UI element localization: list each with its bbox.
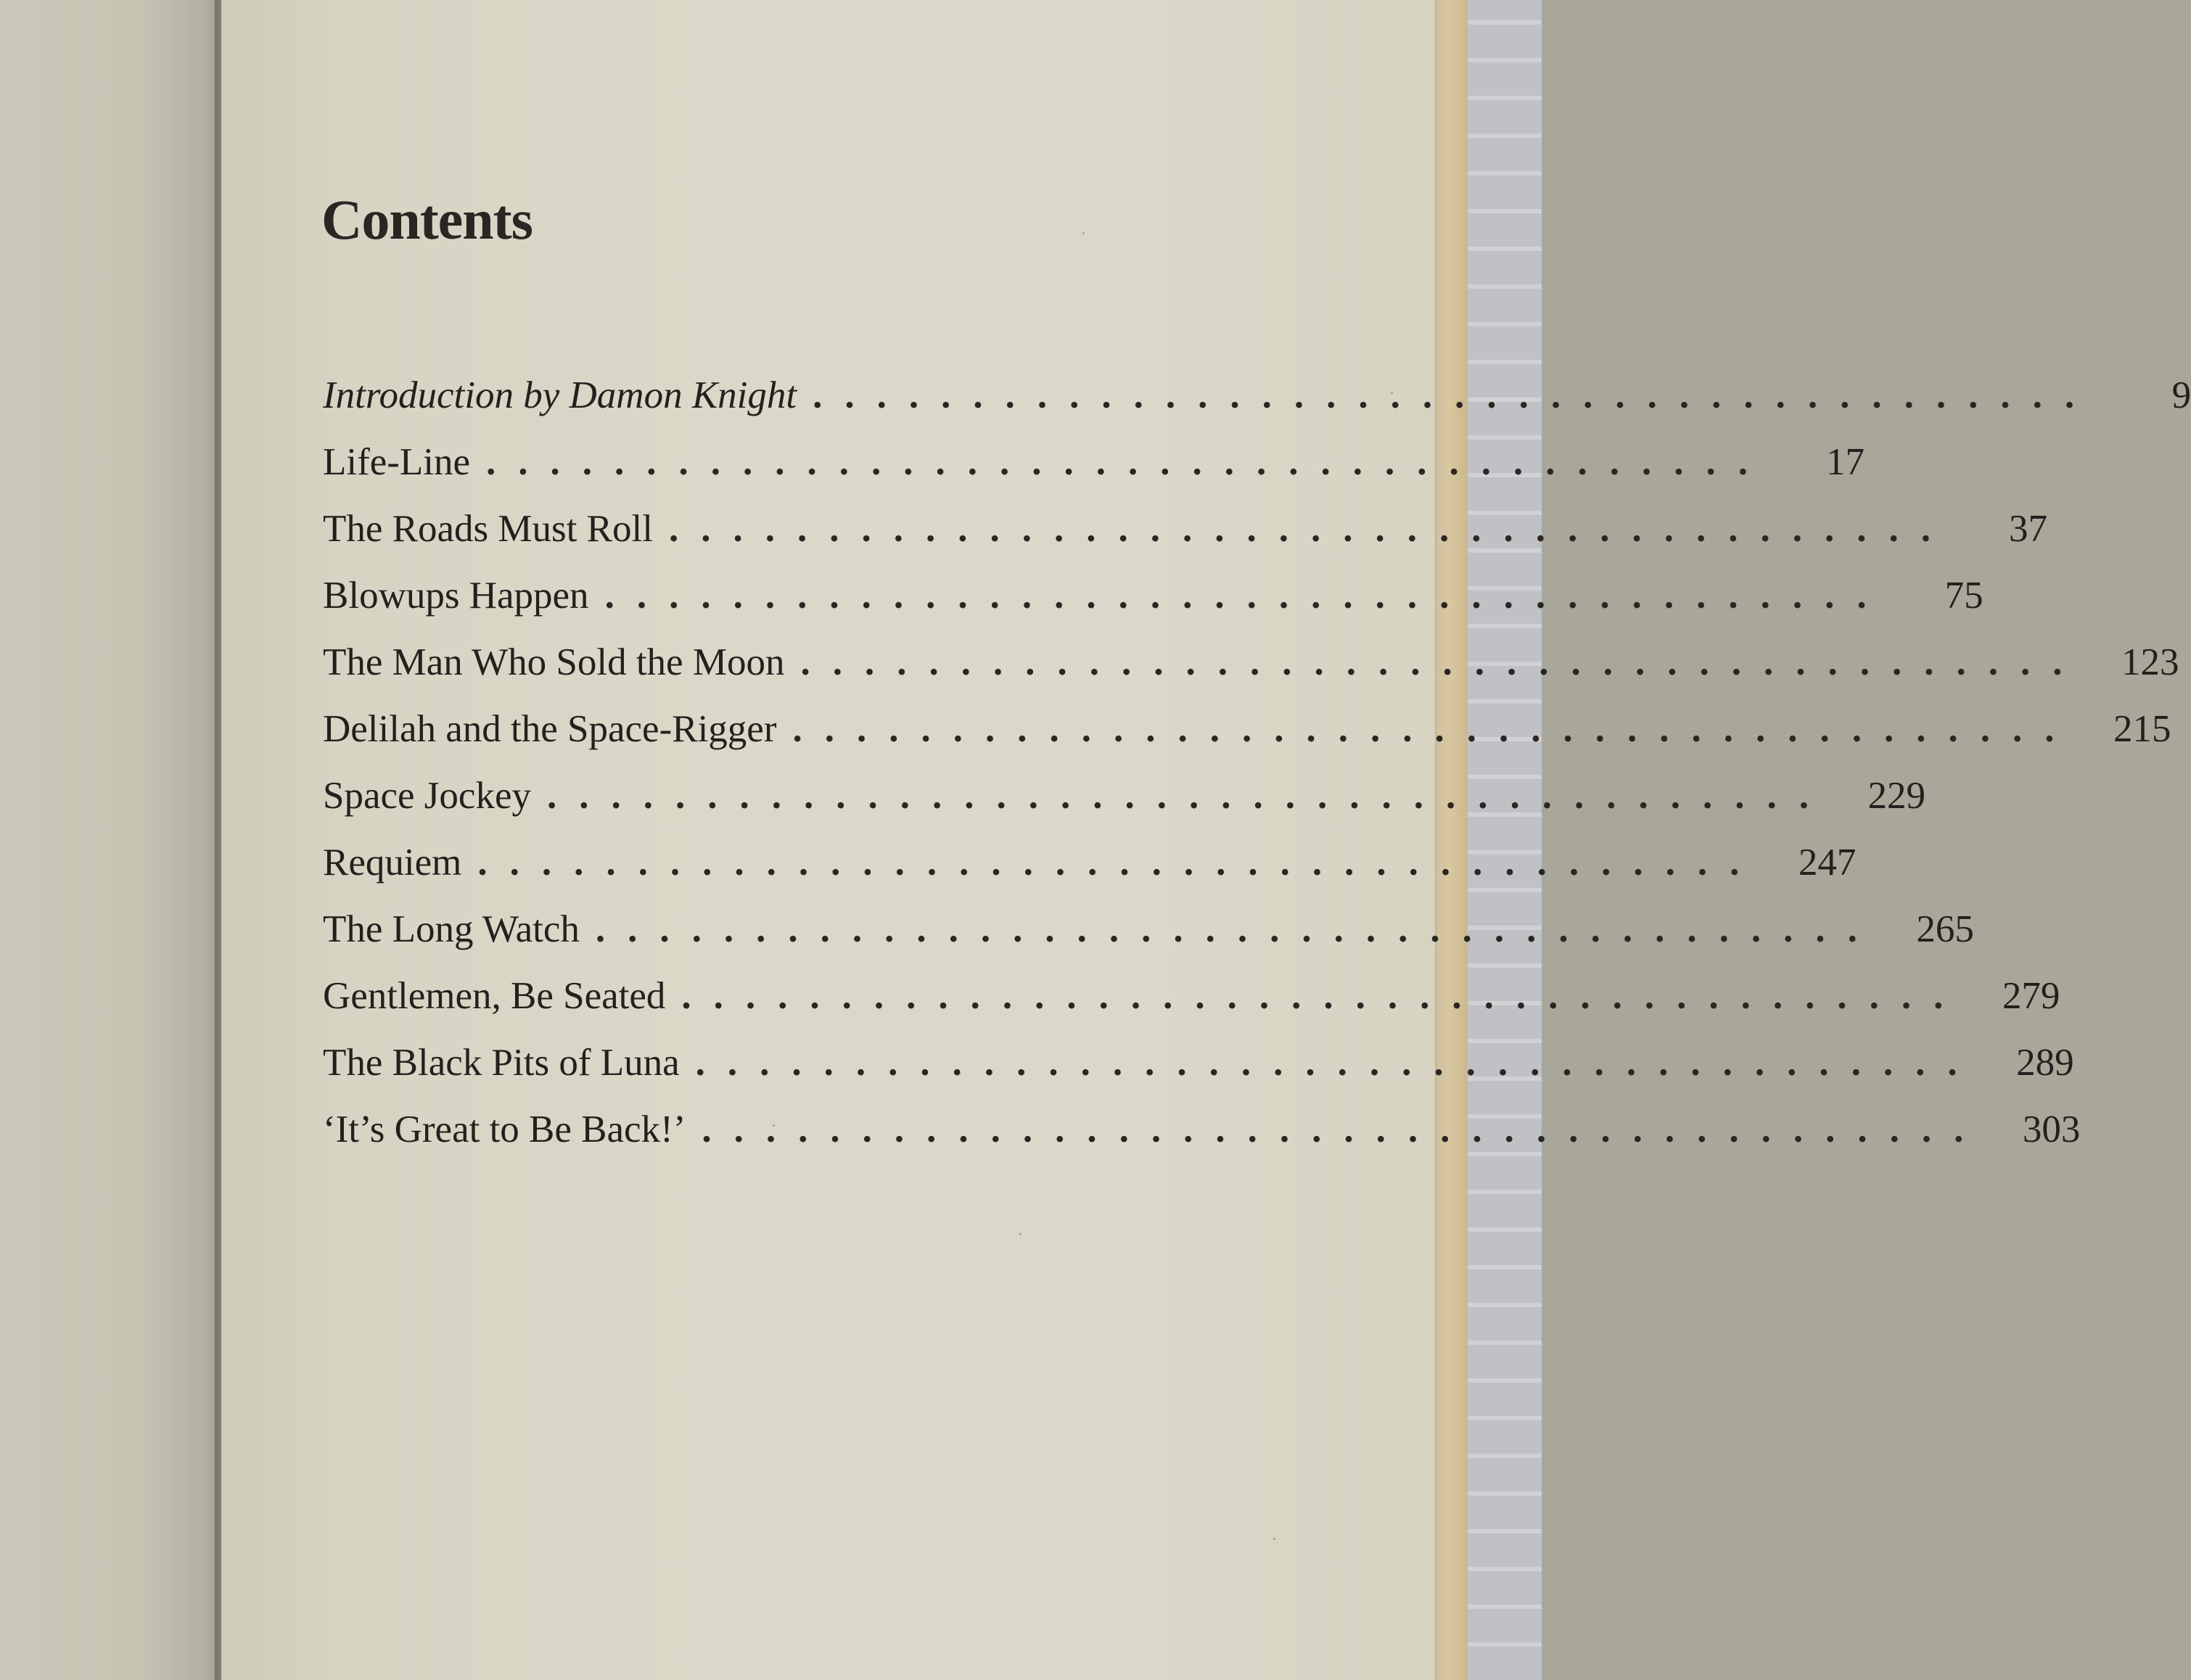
entry-page-number: 75 (1944, 575, 1984, 617)
background-surface (1468, 0, 1542, 1680)
entry-title: ‘It’s Great to Be Back!’ (323, 1108, 686, 1150)
entry-page-number: 37 (2008, 508, 2047, 550)
toc-entry (323, 841, 1857, 907)
entry-title: The Roads Must Roll (323, 508, 653, 550)
toc-entry (323, 1108, 2081, 1174)
toc-entry (323, 507, 2047, 574)
entry-title: Blowups Happen (323, 575, 589, 617)
dot-leader: ........................................ (813, 374, 2097, 416)
entry-title: The Black Pits of Luna (323, 1042, 680, 1084)
toc-entry (323, 1041, 2074, 1108)
entry-title: Life-Line (323, 441, 471, 483)
dot-leader: ........................................ (486, 441, 1771, 483)
toc-entry (323, 440, 1865, 507)
dot-leader: ........................................ (595, 908, 1880, 950)
table-of-contents (323, 374, 2191, 1174)
entry-page-number: 303 (2022, 1108, 2081, 1150)
entry-title: Introduction by Damon Knight (323, 374, 797, 416)
book-page-edges (1435, 0, 1469, 1680)
entry-title: Delilah and the Space-Rigger (323, 708, 777, 750)
entry-page-number: 9 (2171, 374, 2191, 416)
entry-title: The Long Watch (323, 908, 580, 950)
entry-page-number: 265 (1916, 908, 1974, 950)
toc-entry (323, 907, 1974, 974)
dot-leader: ........................................ (792, 708, 2077, 750)
toc-entry (323, 641, 2179, 707)
dot-leader: ........................................ (681, 975, 1966, 1017)
dot-leader: ........................................ (702, 1108, 1986, 1150)
dot-leader: ........................................ (800, 641, 2085, 683)
entry-title: The Man Who Sold the Moon (323, 641, 785, 683)
entry-page-number: 123 (2121, 641, 2179, 683)
toc-entry (323, 774, 1925, 841)
entry-page-number: 289 (2016, 1042, 2074, 1084)
dot-leader: ........................................ (477, 841, 1762, 884)
toc-entry (323, 574, 1984, 641)
dot-leader: ........................................ (668, 508, 1953, 550)
entry-page-number: 279 (2002, 975, 2060, 1017)
entry-title: Requiem (323, 841, 462, 884)
entry-page-number: 215 (2113, 708, 2171, 750)
left-page (0, 0, 225, 1680)
entry-page-number: 229 (1867, 775, 1925, 817)
paper-speck (1273, 1538, 1275, 1540)
toc-entry (323, 707, 2171, 774)
toc-entry (323, 374, 2191, 440)
entry-title: Gentlemen, Be Seated (323, 975, 666, 1017)
entry-page-number: 247 (1798, 841, 1857, 884)
paper-speck (1019, 1233, 1021, 1235)
paper-speck (1082, 232, 1085, 234)
entry-page-number: 17 (1826, 441, 1865, 483)
dot-leader: ........................................ (546, 775, 1831, 817)
dot-leader: ........................................ (604, 575, 1889, 617)
entry-title: Space Jockey (323, 775, 531, 817)
dot-leader: ........................................ (695, 1042, 1980, 1084)
contents-heading: Contents (321, 188, 533, 251)
toc-entry (323, 974, 2060, 1041)
